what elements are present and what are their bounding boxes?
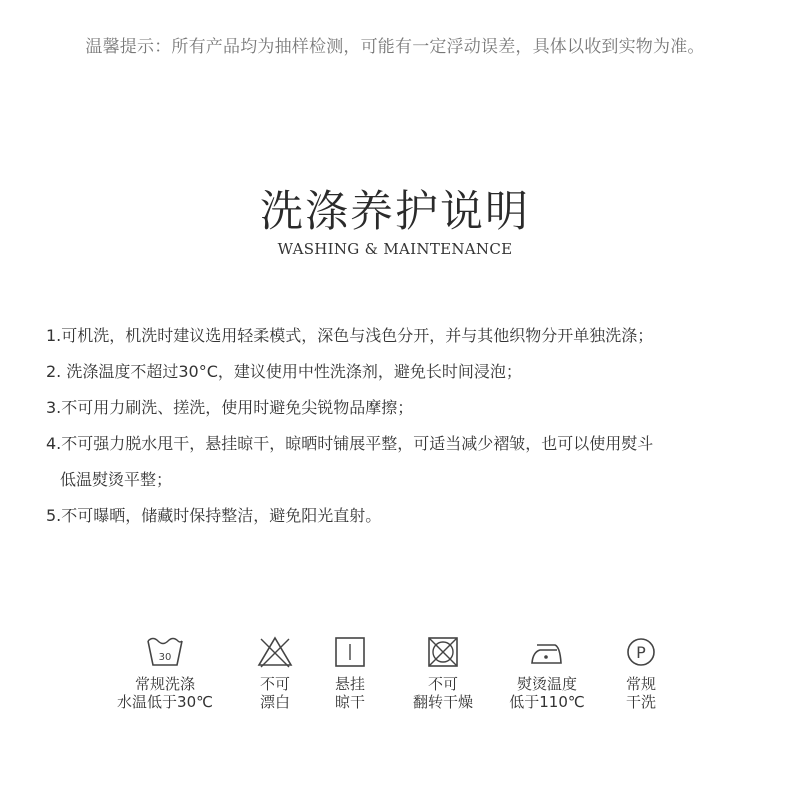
care-label-dry-clean-line2: 干洗 [625,693,656,711]
care-item-wash [110,635,220,711]
care-label-wash-line1: 常规洗涤 [134,675,195,693]
instructions-list [46,322,766,538]
care-item-no-tumble-dry [388,635,498,711]
care-label-dry-clean [586,675,696,711]
instruction-4: 4.不可强力脱水甩干，悬挂晾干，晾晒时铺展平整，可适当减少褶皱，也可以使用熨斗 [46,434,654,453]
care-label-no-bleach-line2: 漂白 [259,693,290,711]
line-dry-icon [330,635,370,669]
care-label-line-dry-line2: 晾干 [334,693,365,711]
wash-30-icon [145,635,185,669]
care-label-no-tumble-dry-line1: 不可 [427,675,458,693]
dry-clean-letter: P [636,643,646,662]
instruction-5: 5.不可曝晒，储藏时保持整洁，避免阳光直射。 [46,506,382,525]
care-label-line-dry-line1: 悬挂 [334,675,365,693]
care-label-wash [110,675,220,711]
page-subtitle: WASHING & MAINTENANCE [277,240,513,258]
instruction-3: 3.不可用力刷洗、搓洗，使用时避免尖锐物品摩擦； [46,398,414,417]
instruction-1: 1.可机洗，机洗时建议选用轻柔模式，深色与浅色分开，并与其他织物分开单独洗涤； [46,326,654,345]
care-label-no-bleach-line1: 不可 [259,675,290,693]
care-icons-row [110,635,690,725]
care-label-no-tumble-dry-line2: 翻转干燥 [412,693,473,711]
no-bleach-icon [255,635,295,669]
page-title: 洗涤养护说明 [260,187,530,237]
no-tumble-dry-icon [423,635,463,669]
dry-clean-p-icon [621,635,661,669]
care-label-iron-line1: 熨烫温度 [516,675,577,693]
care-label-no-tumble-dry [388,675,498,711]
wash-temp-text: 30 [158,652,172,663]
care-label-iron-line2: 低于110℃ [509,693,585,711]
notice-text: 温馨提示：所有产品均为抽样检测，可能有一定浮动误差，具体以收到实物为准。 [85,37,705,57]
care-item-dry-clean [586,635,696,711]
instruction-4-continued: 低温熨烫平整； [60,470,173,489]
iron-low-icon [527,635,567,669]
instruction-2: 2. 洗涤温度不超过30°C，建议使用中性洗涤剂，避免长时间浸泡； [46,362,522,381]
care-label-dry-clean-line1: 常规 [625,675,656,693]
care-label-wash-line2: 水温低于30℃ [117,693,213,711]
